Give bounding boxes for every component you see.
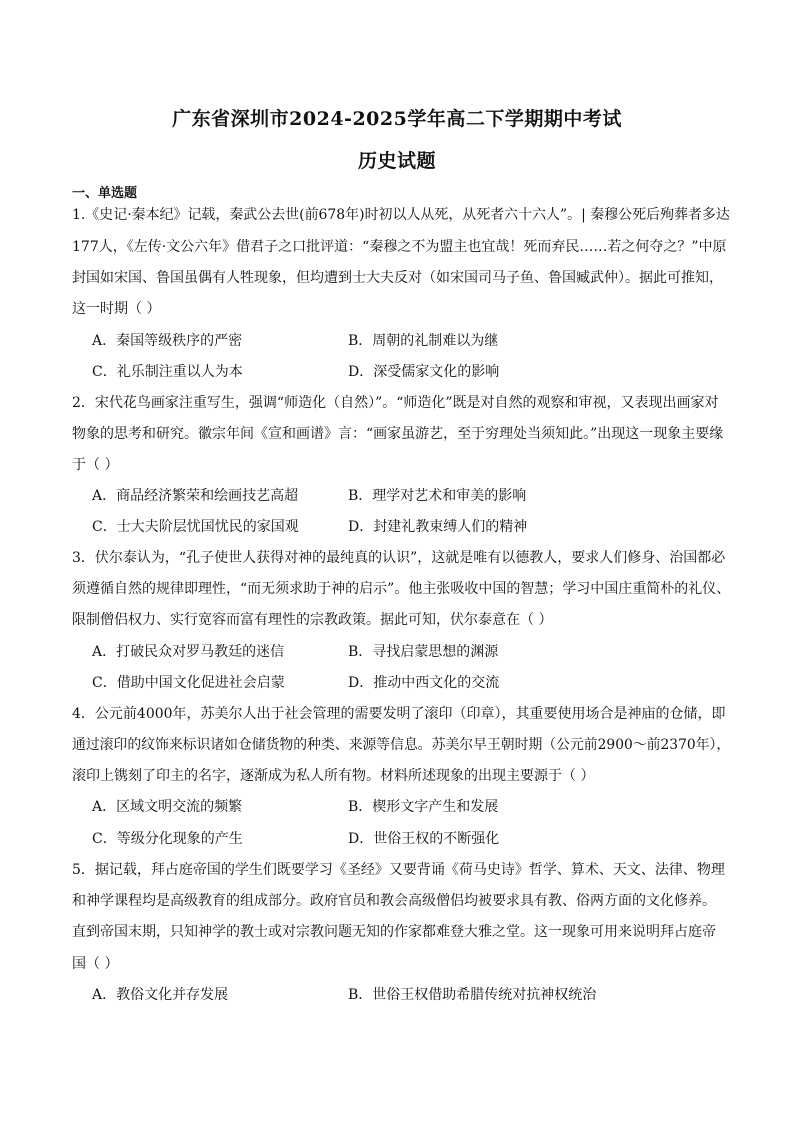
question-1-option-c: C．礼乐制注重以人为本 — [92, 364, 243, 380]
question-4-option-d: D．世俗王权的不断强化 — [348, 831, 500, 847]
question-4-option-b: B．楔形文字产生和发展 — [348, 799, 499, 815]
question-5-line-4: 国（ ） — [72, 956, 119, 972]
page-title: 广东省深圳市2024-2025学年高二下学期期中考试 — [172, 108, 622, 130]
question-2-option-a: A．商品经济繁荣和绘画技艺高超 — [92, 488, 299, 504]
question-2-option-c: C．士大夫阶层忧国忧民的家国观 — [92, 519, 299, 535]
question-4-line-1: 4．公元前4000年，苏美尔人出于社会管理的需要发明了滚印（印章），其重要使用场合是神庙的仓储，即 — [72, 706, 726, 722]
question-4-option-a: A．区域文明交流的频繁 — [92, 799, 243, 815]
question-5-option-b: B．世俗王权借助希腊传统对抗神权统治 — [348, 987, 597, 1003]
question-4-line-2: 通过滚印的纹饰来标识诸如仓储货物的种类、来源等信息。苏美尔早王朝时期（公元前2900～前2370年）， — [72, 737, 731, 753]
question-3-line-3: 限制僧侣权力、实行宽容而富有理性的宗教政策。据此可知，伏尔泰意在（ ） — [72, 612, 553, 628]
question-3-line-2: 须遵循自然的规律即理性，“而无须求助于神的启示”。他主张吸收中国的智慧；学习中国庄重简朴的礼仪、 — [72, 581, 731, 597]
question-1-line-4: 这一时期（ ） — [72, 301, 161, 317]
question-5-line-1: 5．据记载，拜占庭帝国的学生们既要学习《圣经》又要背诵《荷马史诗》哲学、算术、天文、法律、物理 — [72, 862, 725, 878]
question-2-option-d: D．封建礼教束缚人们的精神 — [348, 519, 528, 535]
question-1-line-3: 封国如宋国、鲁国虽偶有人牲现象，但均遭到士大夫反对（如宋国司马子鱼、鲁国臧武仲）。据此可推知， — [72, 270, 723, 286]
question-1-line-2: 177人，《左传·文公六年》借君子之口批评道：“秦穆之不为盟主也宜哉！死而弃民……若之何夺之？”中原 — [72, 239, 727, 255]
question-4-option-c: C．等级分化现象的产生 — [92, 831, 243, 847]
question-3-option-d: D．推动中西文化的交流 — [348, 675, 500, 691]
question-3-option-c: C．借助中国文化促进社会启蒙 — [92, 675, 285, 691]
question-1-line-1: 1.《史记·秦本纪》记载，秦武公去世(前678年)时初以人从死，从死者六十六人”。| 秦穆公死后殉葬者多达 — [72, 207, 730, 223]
question-5-line-2: 和神学课程均是高级教育的组成部分。政府官员和教会高级僧侣均被要求具有教、俗两方面的文化修养。 — [72, 893, 716, 909]
question-2-line-2: 物象的思考和研究。徽宗年间《宣和画谱》言：“画家虽游艺，至于穷理处当须知此。”出现这一现象主要缘 — [72, 426, 724, 442]
question-1-option-a: A．秦国等级秩序的严密 — [92, 333, 243, 349]
question-3-option-a: A．打破民众对罗马教廷的迷信 — [92, 644, 285, 660]
page-subtitle: 历史试题 — [357, 150, 436, 172]
question-2-option-b: B．理学对艺术和审美的影响 — [348, 488, 527, 504]
question-2-line-1: 2．宋代花鸟画家注重写生，强调“师造化（自然）”。“师造化”既是对自然的观察和审视，又表现出画家对 — [72, 395, 719, 411]
question-5-option-a: A．教俗文化并存发展 — [92, 987, 229, 1003]
question-4-line-3: 滚印上镌刻了印主的名字，逐渐成为私人所有物。材料所述现象的出现主要源于（ ） — [72, 768, 595, 784]
question-3-option-b: B．寻找启蒙思想的渊源 — [348, 644, 499, 660]
question-2-line-3: 于（ ） — [72, 457, 119, 473]
question-1-option-b: B．周朝的礼制难以为继 — [348, 333, 499, 349]
section-heading: 一、单选题 — [72, 186, 138, 201]
question-3-line-1: 3．伏尔泰认为，“孔子使世人获得对神的最纯真的认识”，这就是唯有以德教人，要求人们修身、治国都必 — [72, 550, 726, 566]
question-5-line-3: 直到帝国末期，只知神学的教士或对宗教问题无知的作家都难登大雅之堂。这一现象可用来说明拜占庭帝 — [72, 924, 716, 940]
question-1-option-d: D．深受儒家文化的影响 — [348, 364, 500, 380]
